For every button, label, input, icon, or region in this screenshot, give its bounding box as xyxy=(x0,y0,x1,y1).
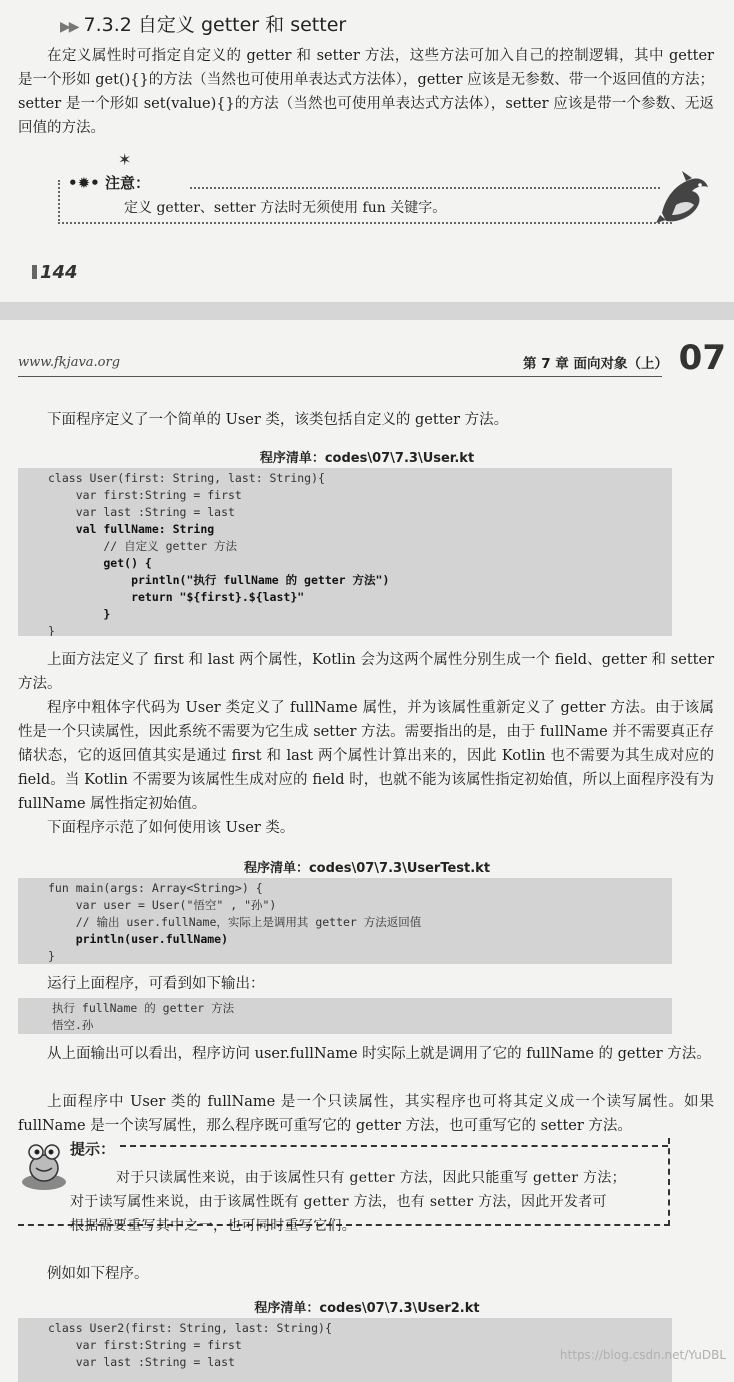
site-url: www.fkjava.org xyxy=(18,355,121,370)
arrow-icon: ▶▶ xyxy=(60,19,78,35)
output-block xyxy=(18,998,672,1034)
tip-line-1: 对于只读属性来说，由于该属性只有 getter 方法，因此只能重写 getter 方法； xyxy=(116,1170,626,1186)
code-line: fun main(args: Array<String>) { xyxy=(48,881,263,895)
tip-divider xyxy=(120,1145,668,1147)
paragraph-7: 例如如下程序。 xyxy=(47,1266,149,1282)
code-line: println("执行 fullName 的 getter 方法") xyxy=(48,573,390,587)
code-line: var last :String = last xyxy=(48,505,235,519)
note-text: 定义 getter、setter 方法时无须使用 fun 关键字。 xyxy=(124,200,447,216)
note-divider xyxy=(190,187,660,189)
code-line: 悟空.孙 xyxy=(52,1018,94,1032)
code-line: get() { xyxy=(48,556,152,570)
paragraph-5: 从上面输出可以看出，程序访问 user.fullName 时实际上就是调用了它的 fullName 的 getter 方法。 xyxy=(47,1046,711,1062)
code-line: var first:String = first xyxy=(48,1338,242,1352)
code-line: val fullName: String xyxy=(48,522,215,536)
book-page-bottom xyxy=(0,320,734,1382)
code-line: println(user.fullName) xyxy=(48,932,229,946)
code-line: var user = User("悟空" , "孙") xyxy=(48,898,277,912)
dolphin-icon xyxy=(656,165,712,227)
header-rule xyxy=(18,376,662,377)
tip-label: 提示： xyxy=(70,1140,116,1158)
code-line: return "${first}.${last}" xyxy=(48,590,305,604)
code-line: // 输出 user.fullName，实际上是调用其 getter 方法返回值 xyxy=(48,915,422,929)
code-line: } xyxy=(48,624,55,636)
code-line: // 自定义 getter 方法 xyxy=(48,539,238,553)
code-line: } xyxy=(48,949,55,963)
code-line: class User2(first: String, last: String){ xyxy=(48,1321,332,1335)
code-line: var first:String = first xyxy=(48,488,242,502)
sparkle-icon: ✶ xyxy=(118,150,132,169)
code-line: var last :String = last xyxy=(48,1355,235,1369)
code-block-user xyxy=(18,468,672,636)
note-label: •✹• 注意： xyxy=(68,174,150,192)
paragraph-4: 运行上面程序，可看到如下输出： xyxy=(47,976,265,992)
chapter-header: 第 7 章 面向对象（上） xyxy=(523,356,668,372)
paragraph-intro: 下面程序定义了一个简单的 User 类，该类包括自定义的 getter 方法。 xyxy=(47,412,509,428)
paragraph-6: 上面程序中 User 类的 fullName 是一个只读属性，其实程序也可将其定义成一个读写属性。如果 fullName 是一个读写属性，那么程序既可重写它的 getter 方法，也可重写它的 setter 方法。 xyxy=(18,1094,714,1134)
listing-title-usertest: 程序清单：codes\07\7.3\UserTest.kt xyxy=(243,861,491,876)
code-block-usertest xyxy=(18,878,672,964)
intro-paragraph: 在定义属性时可指定自定义的 getter 和 setter 方法，这些方法可加入自己的控制逻辑，其中 getter 是一个形如 get(){}的方法（当然也可使用单表达式方法体），getter 应该是无参数、带一个返回值的方法；setter 是一个形如 set(value){}的方法（当然也可使用单表达式方法体），setter 应该是带一个参数、无返回值的方法。 xyxy=(18,48,714,136)
listing-title-user2: 程序清单：codes\07\7.3\User2.kt xyxy=(254,1301,480,1316)
tip-line-2: 对于读写属性来说，由于该属性既有 getter 方法，也有 setter 方法，因此开发者可 xyxy=(70,1194,607,1210)
chapter-number: 07 xyxy=(678,338,726,378)
tip-line-3: 根据需要重写其中之一，也可同时重写它们。 xyxy=(70,1218,356,1234)
book-page-top xyxy=(0,0,734,302)
paragraph-3: 下面程序示范了如何使用该 User 类。 xyxy=(47,820,295,836)
code-line: class User(first: String, last: String){ xyxy=(48,471,325,485)
paragraph-1: 上面方法定义了 first 和 last 两个属性，Kotlin 会为这两个属性分别生成一个 field、getter 和 setter 方法。 xyxy=(18,652,714,692)
code-line: 执行 fullName 的 getter 方法 xyxy=(52,1001,235,1015)
page-number: 144 xyxy=(32,262,78,283)
paragraph-2: 程序中粗体字代码为 User 类定义了 fullName 属性，并为该属性重新定义了 getter 方法。由于该属性是一个只读属性，因此系统不需要为它生成 setter 方法。需要指出的是，由于 fullName 并不需要真正存储状态，它的返回值其实是通过 first 和 last 两个属性计算出来的，因此 Kotlin 也不需要为其生成对应的 field。当 Kotlin 不需要为该属性生成对应的 field 时，也就不能为该属性指定初始值，所以上面程序没有为 fullName 属性指定初始值。 xyxy=(18,700,714,812)
watermark: https://blog.csdn.net/YuDBL xyxy=(559,1348,726,1362)
code-line: } xyxy=(48,607,111,621)
listing-title-user: 程序清单：codes\07\7.3\User.kt xyxy=(259,451,475,466)
section-title: ▶▶ 7.3.2 自定义 getter 和 setter xyxy=(60,14,347,36)
